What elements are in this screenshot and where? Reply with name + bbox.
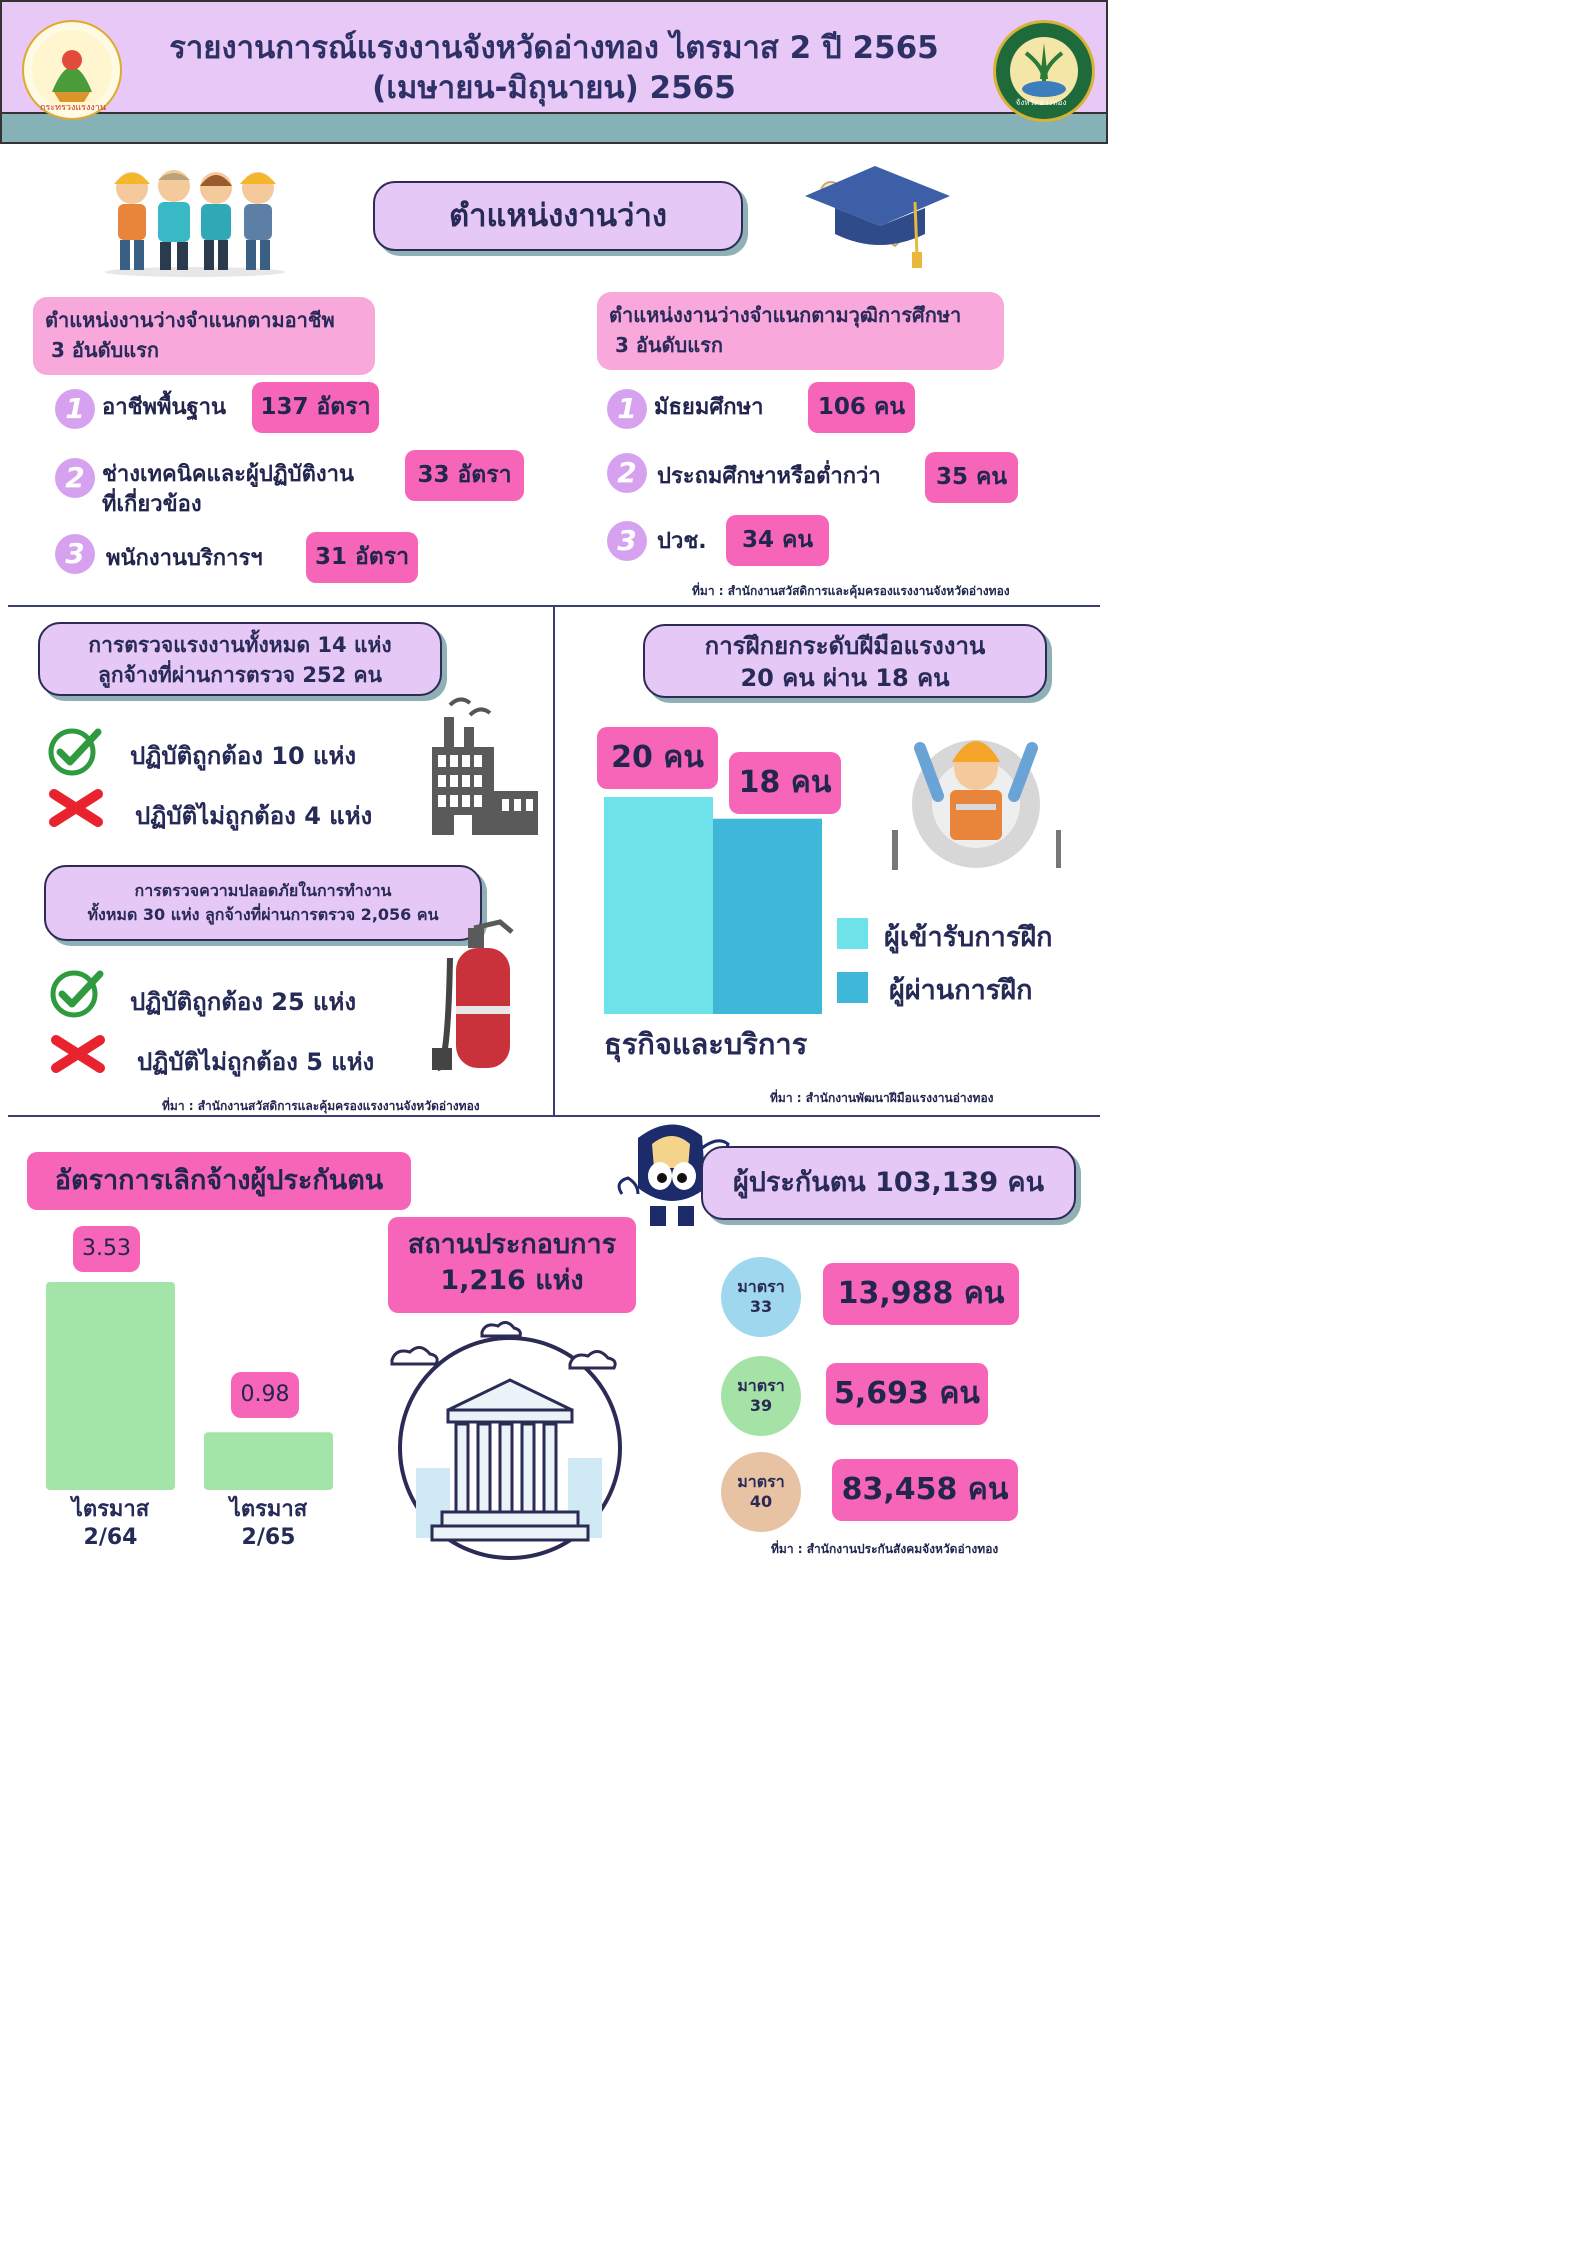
- section-33-badge: [721, 1257, 801, 1337]
- legend-passed-label: ผู้ผ่านการฝึก: [889, 975, 1033, 1006]
- training-source: ที่มา : สำนักงานพัฒนาฝีมือแรงงานอ่างทอง: [770, 1091, 994, 1105]
- occupation-3-value: 31 อัตรา: [306, 532, 418, 583]
- q2-64-axis-line1: ไตรมาส: [71, 1497, 150, 1522]
- worker-icon: [880, 718, 1070, 882]
- header-strip: [0, 114, 1108, 144]
- q2-65-axis-line2: 2/65: [241, 1525, 296, 1550]
- vertical-divider: [553, 607, 555, 1115]
- bar-trainees: [604, 797, 713, 1014]
- section-39-badge: [721, 1356, 801, 1436]
- edu-rank-1-badge: 1: [607, 389, 647, 429]
- occupation-heading-line1: ตำแหน่งงานว่างจำแนกตามอาชีพ: [45, 308, 335, 332]
- training-heading-line1: การฝึกยกระดับฝีมือแรงงาน: [704, 632, 986, 660]
- vacancies-title-text: ตำแหน่งงานว่าง: [449, 198, 667, 234]
- legend-trainees-label: ผู้เข้ารับการฝึก: [884, 922, 1053, 953]
- termination-rate-title: อัตราการเลิกจ้างผู้ประกันตน: [27, 1152, 411, 1210]
- occupation-heading: [33, 297, 375, 375]
- training-heading: [643, 624, 1047, 698]
- occupation-2-label-line2: ที่เกี่ยวข้อง: [102, 492, 202, 517]
- q2-64-data-label: 3.53: [73, 1226, 140, 1272]
- termination-chart: [0, 1220, 380, 1492]
- province-logo-text: จังหวัดอ่างทอง: [1015, 98, 1067, 107]
- education-heading-line1: ตำแหน่งงานว่างจำแนกตามวุฒิการศึกษา: [609, 303, 962, 327]
- occupation-heading-line2: 3 อันดับแรก: [51, 338, 159, 362]
- education-2-label: ประถมศึกษาหรือต่ำกว่า: [657, 464, 881, 489]
- legend-passed-swatch: [837, 972, 868, 1003]
- q2-65-axis-line1: ไตรมาส: [229, 1497, 308, 1522]
- labor-incorrect-text: ปฏิบัติไม่ถูกต้อง 4 แห่ง: [135, 802, 373, 830]
- section-33-line1: มาตรา: [737, 1277, 785, 1296]
- labor-inspection-line1: การตรวจแรงงานทั้งหมด 14 แห่ง: [88, 633, 392, 657]
- insured-source: ที่มา : สำนักงานประกันสังคมจังหวัดอ่างทอง: [771, 1542, 999, 1556]
- section-39-value: 5,693 คน: [826, 1363, 988, 1425]
- education-heading-line2: 3 อันดับแรก: [615, 333, 723, 357]
- education-1-value: 106 คน: [808, 382, 915, 433]
- safety-inspection-line1: การตรวจความปลอดภัยในการทำงาน: [134, 881, 392, 900]
- labor-inspection-heading: [38, 622, 442, 696]
- training-heading-line2: 20 คน ผ่าน 18 คน: [740, 664, 950, 692]
- q2-64-axis-line2: 2/64: [83, 1525, 138, 1550]
- ministry-logo-text: กระทรวงแรงงาน: [40, 103, 106, 113]
- trainees-data-label: 20 คน: [597, 727, 718, 789]
- check-icon: [48, 726, 104, 780]
- graduation-cap-icon: [785, 156, 955, 274]
- category-label: ธุรกิจและบริการ: [604, 1027, 808, 1061]
- q2-65-axis-label: [204, 1496, 333, 1552]
- bar-passed: [713, 819, 822, 1014]
- section-33-value: 13,988 คน: [823, 1263, 1019, 1325]
- section-40-line2: 40: [749, 1492, 773, 1511]
- cross-icon: [50, 1034, 106, 1078]
- education-heading: [597, 292, 1004, 370]
- education-3-label: ปวช.: [657, 529, 707, 554]
- workers-illustration: [100, 160, 290, 278]
- section-39-line2: 39: [749, 1396, 773, 1415]
- safety-inspection-heading: [44, 865, 482, 941]
- edu-rank-3-badge: 3: [607, 521, 647, 561]
- section-39-line1: มาตรา: [737, 1376, 785, 1395]
- q2-65-data-label: 0.98: [231, 1372, 299, 1418]
- labor-inspection-line2: ลูกจ้างที่ผ่านการตรวจ 252 คน: [98, 663, 382, 687]
- edu-rank-2-badge: 2: [607, 453, 647, 493]
- section-33-line2: 33: [749, 1297, 773, 1316]
- bar-q2-64: [46, 1282, 175, 1490]
- passed-data-label: 18 คน: [729, 752, 841, 814]
- safety-correct-text: ปฏิบัติถูกต้อง 25 แห่ง: [130, 988, 357, 1016]
- vacancies-section-title: [373, 181, 743, 251]
- education-1-label: มัธยมศึกษา: [654, 395, 764, 420]
- page-title-line1: รายงานการณ์แรงงานจังหวัดอ่างทอง ไตรมาส 2 ปี 2565: [169, 30, 939, 66]
- occupation-2-label-line1: ช่างเทคนิคและผู้ปฏิบัติงาน: [102, 462, 355, 487]
- legend-trainees-swatch: [837, 918, 868, 949]
- establishments-line2: 1,216 แห่ง: [440, 1265, 584, 1296]
- safety-inspection-line2: ทั้งหมด 30 แห่ง ลูกจ้างที่ผ่านการตรวจ 2,056 คน: [87, 905, 439, 924]
- section-40-badge: [721, 1452, 801, 1532]
- fire-extinguisher-icon: [430, 918, 520, 1078]
- establishments-box: [388, 1217, 636, 1313]
- occupation-3-label: พนักงานบริการฯ: [106, 546, 263, 571]
- inspection-source: ที่มา : สำนักงานสวัสดิการและคุ้มครองแรงงานจังหวัดอ่างทอง: [162, 1099, 480, 1113]
- page-title-line2: (เมษายน-มิถุนายน) 2565: [372, 70, 736, 106]
- insured-total-text: ผู้ประกันตน 103,139 คน: [732, 1167, 1045, 1198]
- occupation-1-value: 137 อัตรา: [252, 382, 379, 433]
- rank-2-badge: 2: [55, 458, 95, 498]
- labor-correct-text: ปฏิบัติถูกต้อง 10 แห่ง: [130, 742, 357, 770]
- cross-icon: [48, 788, 104, 832]
- bar-q2-65: [204, 1432, 333, 1490]
- building-icon: [386, 1318, 632, 1570]
- vacancies-source: ที่มา : สำนักงานสวัสดิการและคุ้มครองแรงงานจังหวัดอ่างทอง: [692, 584, 1010, 598]
- q2-64-axis-label: [46, 1496, 175, 1552]
- occupation-2-value: 33 อัตรา: [405, 450, 524, 501]
- safety-incorrect-text: ปฏิบัติไม่ถูกต้อง 5 แห่ง: [137, 1048, 375, 1076]
- section-40-line1: มาตรา: [737, 1472, 785, 1491]
- education-3-value: 34 คน: [726, 515, 829, 566]
- section-40-value: 83,458 คน: [832, 1459, 1018, 1521]
- occupation-1-label: อาชีพพื้นฐาน: [102, 395, 227, 420]
- factory-icon: [430, 695, 540, 839]
- education-2-value: 35 คน: [925, 452, 1018, 503]
- rank-1-badge: 1: [55, 389, 95, 429]
- rank-3-badge: 3: [55, 534, 95, 574]
- check-icon: [50, 968, 106, 1022]
- insured-total-box: [701, 1146, 1076, 1220]
- establishments-line1: สถานประกอบการ: [407, 1229, 617, 1260]
- horizontal-divider-2: [8, 1115, 1100, 1117]
